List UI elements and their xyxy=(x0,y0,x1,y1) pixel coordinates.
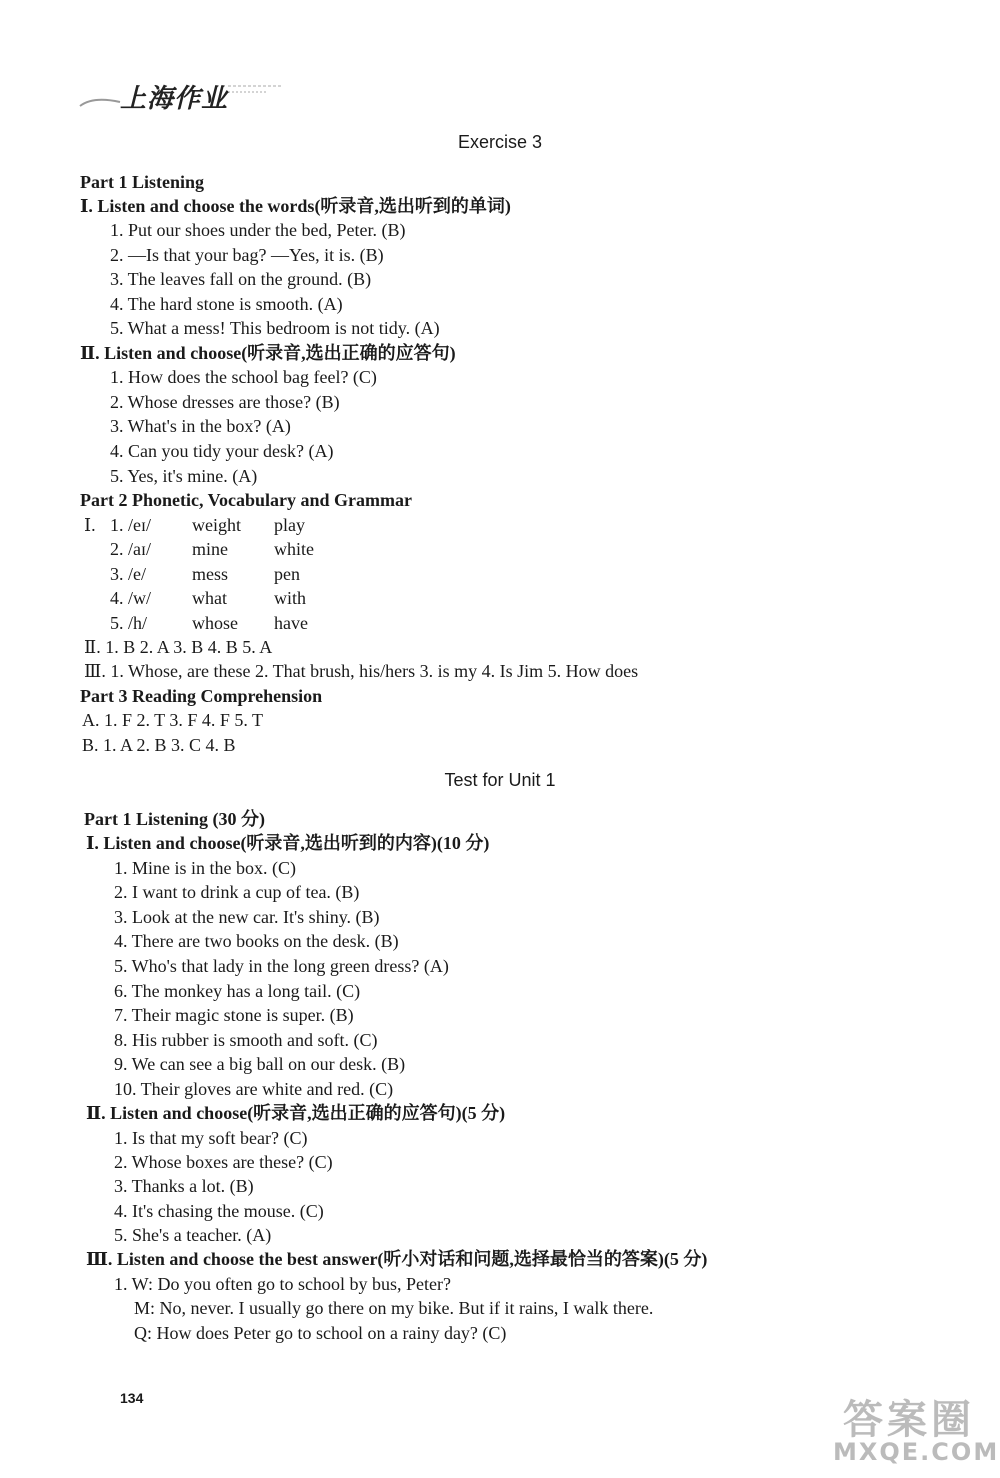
watermark-bottom-text: MXQE.COM xyxy=(833,1438,1000,1466)
dialogue-line: Q: How does Peter go to school on a rainy day? (C) xyxy=(134,1323,507,1343)
publisher-logo xyxy=(78,72,288,122)
answer-line: 5. Who's that lady in the long green dress? (A) xyxy=(114,956,449,976)
answer-line: 4. Can you tidy your desk? (A) xyxy=(110,441,334,461)
answer-line: 1. How does the school bag feel? (C) xyxy=(110,367,377,387)
answer-line: 1. Put our shoes under the bed, Peter. (B) xyxy=(110,220,406,240)
answer-line: 9. We can see a big ball on our desk. (B) xyxy=(114,1054,406,1074)
dialogue-line: M: No, never. I usually go there on my bike. But if it rains, I walk there. xyxy=(134,1298,654,1318)
answer-line: 3. What's in the box? (A) xyxy=(110,416,291,436)
logo-swoosh-icon xyxy=(78,94,123,110)
part-heading: Part 1 Listening (30 分) xyxy=(84,809,265,829)
answer-line: A. 1. F 2. T 3. F 4. F 5. T xyxy=(82,710,264,730)
answer-line: 5. She's a teacher. (A) xyxy=(114,1225,272,1245)
exercise-title: Exercise 3 xyxy=(457,132,543,152)
answer-line: B. 1. A 2. B 3. C 4. B xyxy=(82,735,236,755)
section-heading: Ⅱ. Listen and choose(听录音,选出正确的应答句)(5 分) xyxy=(86,1103,506,1123)
part-heading: Part 3 Reading Comprehension xyxy=(80,686,323,706)
section-heading: Ⅰ. xyxy=(84,515,96,535)
part-heading: Part 2 Phonetic, Vocabulary and Grammar xyxy=(80,490,412,510)
answer-line: 8. His rubber is smooth and soft. (C) xyxy=(114,1030,378,1050)
answer-line: 6. The monkey has a long tail. (C) xyxy=(114,981,361,1001)
answer-line: 10. Their gloves are white and red. (C) xyxy=(114,1079,394,1099)
phonetic-row: 1. /eɪ/ weight play xyxy=(110,515,305,535)
answer-line: 2. Whose boxes are these? (C) xyxy=(114,1152,333,1172)
dialogue-line: 1. W: Do you often go to school by bus, Peter? xyxy=(114,1274,451,1294)
answer-line: Ⅱ. 1. B 2. A 3. B 4. B 5. A xyxy=(84,637,273,657)
answer-line: 3. Thanks a lot. (B) xyxy=(114,1176,254,1196)
test-title: Test for Unit 1 xyxy=(444,770,556,790)
answer-line: 7. Their magic stone is super. (B) xyxy=(114,1005,354,1025)
section-heading: Ⅱ. Listen and choose(听录音,选出正确的应答句) xyxy=(80,343,456,363)
answer-line: 4. There are two books on the desk. (B) xyxy=(114,931,399,951)
answer-line: 2. Whose dresses are those? (B) xyxy=(110,392,340,412)
watermark xyxy=(833,1388,1000,1468)
answer-line: 3. Look at the new car. It's shiny. (B) xyxy=(114,907,380,927)
answer-line: 2. I want to drink a cup of tea. (B) xyxy=(114,882,360,902)
section-heading: Ⅲ. Listen and choose the best answer(听小对话和问题,选择最恰当的答案)(5 分) xyxy=(86,1249,708,1269)
phonetic-row: 5. /h/ whose have xyxy=(110,613,308,633)
logo-text: 上海作业 xyxy=(120,84,229,114)
answer-line: 3. The leaves fall on the ground. (B) xyxy=(110,269,372,289)
phonetic-row: 4. /w/ what with xyxy=(110,588,307,608)
answer-line: 4. The hard stone is smooth. (A) xyxy=(110,294,343,314)
logo-decoration xyxy=(228,82,283,99)
phonetic-row: 2. /aɪ/ mine white xyxy=(110,539,314,559)
section-heading: Ⅰ. Listen and choose the words(听录音,选出听到的单词) xyxy=(80,196,511,216)
part-heading: Part 1 Listening xyxy=(80,172,204,192)
section-heading: Ⅰ. Listen and choose(听录音,选出听到的内容)(10 分) xyxy=(86,833,490,853)
answer-line: 1. Mine is in the box. (C) xyxy=(114,858,296,878)
phonetic-row: 3. /e/ mess pen xyxy=(110,564,300,584)
watermark-top-text: 答案圈 xyxy=(843,1397,975,1443)
answer-line: 2. —Is that your bag? —Yes, it is. (B) xyxy=(110,245,384,265)
answer-line: 1. Is that my soft bear? (C) xyxy=(114,1128,308,1148)
answer-line: 5. Yes, it's mine. (A) xyxy=(110,466,258,486)
answer-line: Ⅲ. 1. Whose, are these 2. That brush, his/hers 3. is my 4. Is Jim 5. How does xyxy=(84,661,639,681)
page-number: 134 xyxy=(120,1390,144,1406)
answer-line: 5. What a mess! This bedroom is not tidy. (A) xyxy=(110,318,440,338)
answer-line: 4. It's chasing the mouse. (C) xyxy=(114,1201,324,1221)
